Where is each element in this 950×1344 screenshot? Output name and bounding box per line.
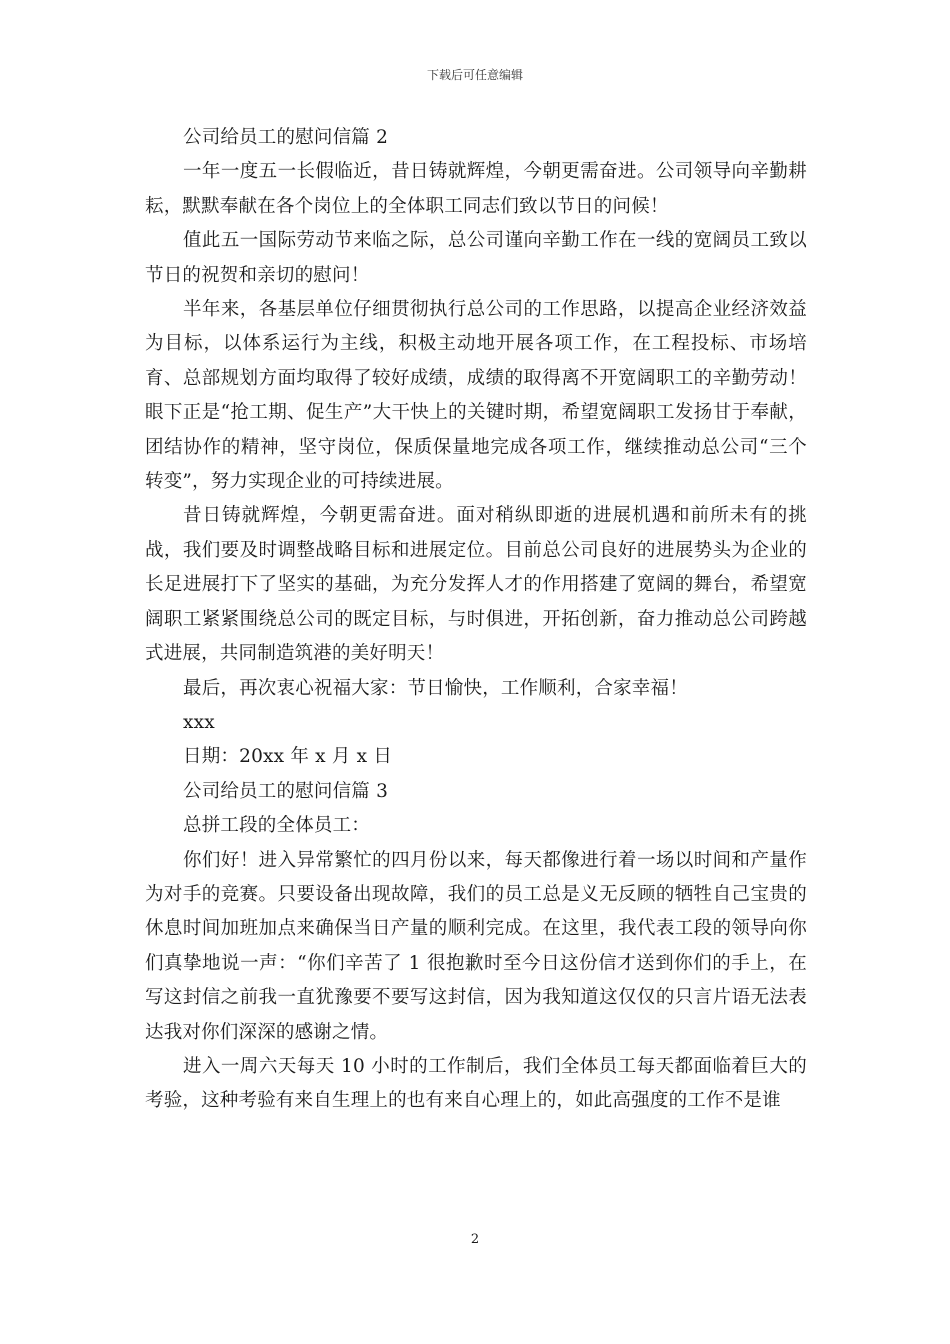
paragraph-3: 半年来，各基层单位仔细贯彻执行总公司的工作思路，以提高企业经济效益为目标，以体系运行为主线，积极主动地开展各项工作，在工程投标、市场培育、总部规划方面均取得了较好成绩，成绩的取得离不开宽阔职工的辛勤劳动！眼下正是“抢工期、促生产”大干快上的关键时期，希望宽阔职工发扬甘于奉献，团结协作的精神，坚守岗位，保质保量地完成各项工作，继续推动总公司“三个转变”，努力实现企业的可持续进展。 — [145, 299, 807, 493]
paragraph-5: 最后，再次衷心祝福大家：节日愉快，工作顺利，合家幸福！ — [183, 677, 688, 699]
header-note: 下载后可任意编辑 — [426, 68, 523, 82]
signature: xxx — [183, 711, 215, 733]
document-body — [145, 121, 807, 1119]
paragraph-4: 昔日铸就辉煌，今朝更需奋进。面对稍纵即逝的进展机遇和前所未有的挑战，我们要及时调整战略目标和进展定位。目前总公司良好的进展势头为企业的长足进展打下了坚实的基础，为充分发挥人才的作用搭建了宽阔的舞台，希望宽阔职工紧紧围绕总公司的既定目标，与时俱进，开拓创新，奋力推动总公司跨越式进展，共同制造筑港的美好明天！ — [145, 505, 807, 665]
section-title-2: 公司给员工的慰问信篇 2 — [183, 127, 389, 148]
paragraph-2: 值此五一国际劳动节来临之际，总公司谨向辛勤工作在一线的宽阔员工致以节日的祝贺和亲切的慰问！ — [145, 230, 807, 286]
date-line: 日期：20xx 年 x 月 x 日 — [183, 746, 393, 768]
paragraph-1: 一年一度五一长假临近，昔日铸就辉煌，今朝更需奋进。公司领导向辛勤耕耘，默默奉献在各个岗位上的全体职工同志们致以节日的问候！ — [145, 161, 807, 217]
paragraph-7: 进入一周六天每天 10 小时的工作制后，我们全体员工每天都面临着巨大的考验，这种考验有来自生理上的也有来自心理上的，如此高强度的工作不是谁 — [145, 1055, 807, 1112]
greeting: 总拼工段的全体员工： — [183, 815, 371, 837]
section-title-3: 公司给员工的慰问信篇 3 — [183, 780, 389, 802]
paragraph-6: 你们好！进入异常繁忙的四月份以来，每天都像进行着一场以时间和产量作为对手的竞赛。只要设备出现故障，我们的员工总是义无反顾的牺牲自己宝贵的休息时间加班加点来确保当日产量的顺利完成。在这里，我代表工段的领导向你们真挚地说一声：“你们辛苦了 1 很抱歉时至今日这份信才送到你们的手上，在写这封信之前我一直犹豫要不要写这封信，因为我知道这仅仅的只言片语无法表达我对你们深深的感谢之情。 — [145, 849, 807, 1043]
page-number: 2 — [470, 1232, 480, 1247]
